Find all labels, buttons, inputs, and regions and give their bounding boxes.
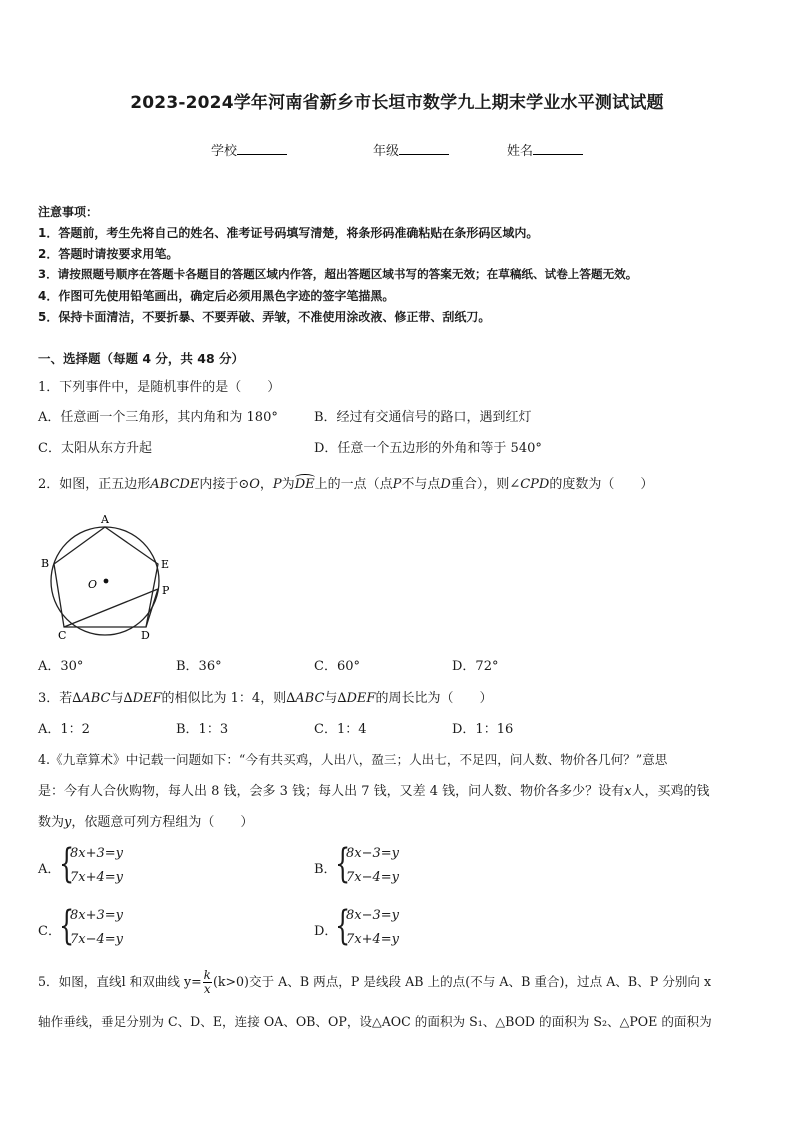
q4-option-d-eq1: 8x−3=y — [346, 908, 400, 923]
name-blank — [533, 142, 583, 155]
q4-option-d-eq2: 7x+4=y — [346, 932, 400, 947]
q2-text: 重合），则∠ — [450, 477, 521, 492]
q3-option-a: A．1：2 — [38, 722, 90, 737]
school-label: 学校 — [211, 144, 238, 159]
notice-item: 1．答题前，考生先将自己的姓名、准考证号码填写清楚，将条形码准确粘贴在条形码区域内。 — [38, 226, 539, 240]
q4-option-d-brace: { — [335, 903, 351, 949]
q4-math: y — [64, 815, 72, 830]
q4-option-b-label: B． — [314, 862, 337, 877]
label-o: O — [88, 578, 98, 591]
q2-option-d: D．72° — [452, 659, 499, 674]
q1-option-c: C．太阳从东方升起 — [38, 441, 152, 456]
school-field — [211, 140, 287, 159]
school-blank — [237, 142, 287, 155]
q2-text: ， — [259, 477, 273, 492]
grade-label: 年级 — [373, 144, 400, 159]
q3-text: 的相似比为 1：4，则∆ — [161, 691, 296, 706]
page-title: 2023-2024学年河南省新乡市长垣市数学九上期末学业水平测试试题 — [130, 93, 664, 113]
q2-text: 不与点 — [401, 477, 441, 492]
q2-text: 内接于⊙ — [199, 477, 250, 492]
q2-math: O — [249, 477, 260, 492]
q2-math: D — [440, 477, 451, 492]
notice-item: 3．请按照题号顺序在答题卡各题目的答题区域内作答，超出答题区域书写的答案无效；在草稿纸、试卷上答题无效。 — [38, 267, 638, 281]
q3-option-c: C．1：4 — [314, 722, 367, 737]
name-field — [507, 140, 583, 159]
q4-option-b-brace: { — [335, 841, 351, 887]
name-label: 姓名 — [507, 144, 534, 159]
q3-option-d: D．1：16 — [452, 722, 514, 737]
q3-option-b: B．1：3 — [176, 722, 229, 737]
q4-math: x — [624, 784, 632, 799]
grade-blank — [399, 142, 449, 155]
q4-option-c-brace: { — [59, 903, 75, 949]
segment-cp — [64, 589, 158, 627]
q2-text: 上的一点（点 — [314, 477, 393, 492]
notice-item: 5．保持卡面清洁，不要折暴、不要弄破、弄皱，不准使用涂改液、修正带、刮纸刀。 — [38, 310, 491, 324]
q2-text: 2．如图，正五边形 — [38, 477, 151, 492]
q3-text: 的周长比为（ ） — [375, 691, 493, 706]
arc-de: DE — [294, 477, 315, 492]
q3-math: DEF — [346, 691, 376, 706]
label-d: D — [141, 629, 150, 642]
label-a: A — [101, 513, 109, 526]
label-p: P — [162, 584, 170, 597]
q3-math: ABC — [81, 691, 111, 706]
q2-option-b: B．36° — [176, 659, 222, 674]
label-b: B — [41, 557, 50, 570]
q2-option-a: A．30° — [38, 659, 84, 674]
q4-option-a-eq1: 8x+3=y — [70, 846, 124, 861]
q4-text: 人，买鸡的钱 — [631, 784, 710, 799]
q1-option-b: B．经过有交通信号的路口，遇到红灯 — [314, 410, 532, 425]
notice-item: 4．作图可先使用铅笔画出，确定后必须用黑色字迹的签字笔描黑。 — [38, 289, 395, 303]
center-point — [104, 579, 109, 584]
question-2-stem — [38, 473, 653, 492]
question-4-line-3 — [38, 811, 253, 830]
q2-math: P — [392, 477, 402, 492]
q4-option-b-eq1: 8x−3=y — [346, 846, 400, 861]
question-4-line-1: 4.《九章算术》中记载一问题如下：“今有共买鸡，人出八，盈三；人出七，不足四，问人数、物价各几何？”意思 — [38, 752, 668, 767]
q4-option-b-eq2: 7x−4=y — [346, 870, 400, 885]
q2-math: P — [272, 477, 282, 492]
label-c: C — [58, 629, 67, 642]
q4-option-d-label: D． — [314, 924, 338, 939]
q4-option-c-label: C． — [38, 924, 61, 939]
question-5-line-2: 轴作垂线，垂足分别为 C、D、E，连接 OA、OB、OP，设△AOC 的面积为 S₁、△BOD 的面积为 S₂、△POE 的面积为 — [38, 1014, 712, 1029]
question-4-line-2 — [38, 780, 710, 799]
q3-math: ABC — [295, 691, 325, 706]
notice-heading: 注意事项： — [38, 205, 99, 219]
q3-math: DEF — [132, 691, 162, 706]
q4-text: 是：今有人合伙购物，每人出 8 钱，会多 3 钱；每人出 7 钱，又差 4 钱，问人数、物价各多少？设有 — [38, 784, 625, 799]
q2-option-c: C．60° — [314, 659, 360, 674]
pentagon-circle-figure — [38, 510, 188, 645]
q1-option-d: D．任意一个五边形的外角和等于 540° — [314, 441, 542, 456]
q5-text: (k>0)交于 A、B 两点，P 是线段 AB 上的点(不与 A、B 重合)，过点 A、B、P 分别向 x — [212, 974, 712, 989]
q4-option-a-eq2: 7x+4=y — [70, 870, 124, 885]
q2-text: 的度数为（ ） — [549, 477, 654, 492]
grade-field — [373, 140, 449, 159]
q4-text: ，依题意可列方程组为（ ） — [71, 815, 254, 830]
question-3-stem — [38, 687, 492, 706]
q3-text: 与∆ — [110, 691, 133, 706]
q4-option-a-brace: { — [59, 841, 75, 887]
question-1-stem: 1．下列事件中，是随机事件的是（ ） — [38, 380, 281, 395]
question-5-line-1 — [38, 969, 711, 996]
fraction-denominator: x — [203, 982, 211, 996]
q4-option-c-eq1: 8x+3=y — [70, 908, 124, 923]
q4-option-c-eq2: 7x−4=y — [70, 932, 124, 947]
q4-option-a-label: A． — [38, 862, 61, 877]
q2-math: ABCDE — [150, 477, 200, 492]
q3-text: 与∆ — [324, 691, 347, 706]
q5-text: 5．如图，直线l 和双曲线 y= — [38, 974, 202, 989]
fraction-numerator: k — [203, 968, 211, 982]
notice-item: 2．答题时请按要求用笔。 — [38, 247, 179, 261]
q2-math: CPD — [520, 477, 550, 492]
q1-option-a: A．任意画一个三角形，其内角和为 180° — [38, 410, 278, 425]
label-e: E — [161, 558, 170, 571]
section-heading: 一、选择题（每题 4 分，共 48 分） — [38, 351, 245, 366]
fraction-k-over-x — [203, 969, 212, 996]
q3-text: 3．若∆ — [38, 691, 82, 706]
q4-text: 数为 — [38, 815, 65, 830]
q2-text: 为 — [281, 477, 295, 492]
